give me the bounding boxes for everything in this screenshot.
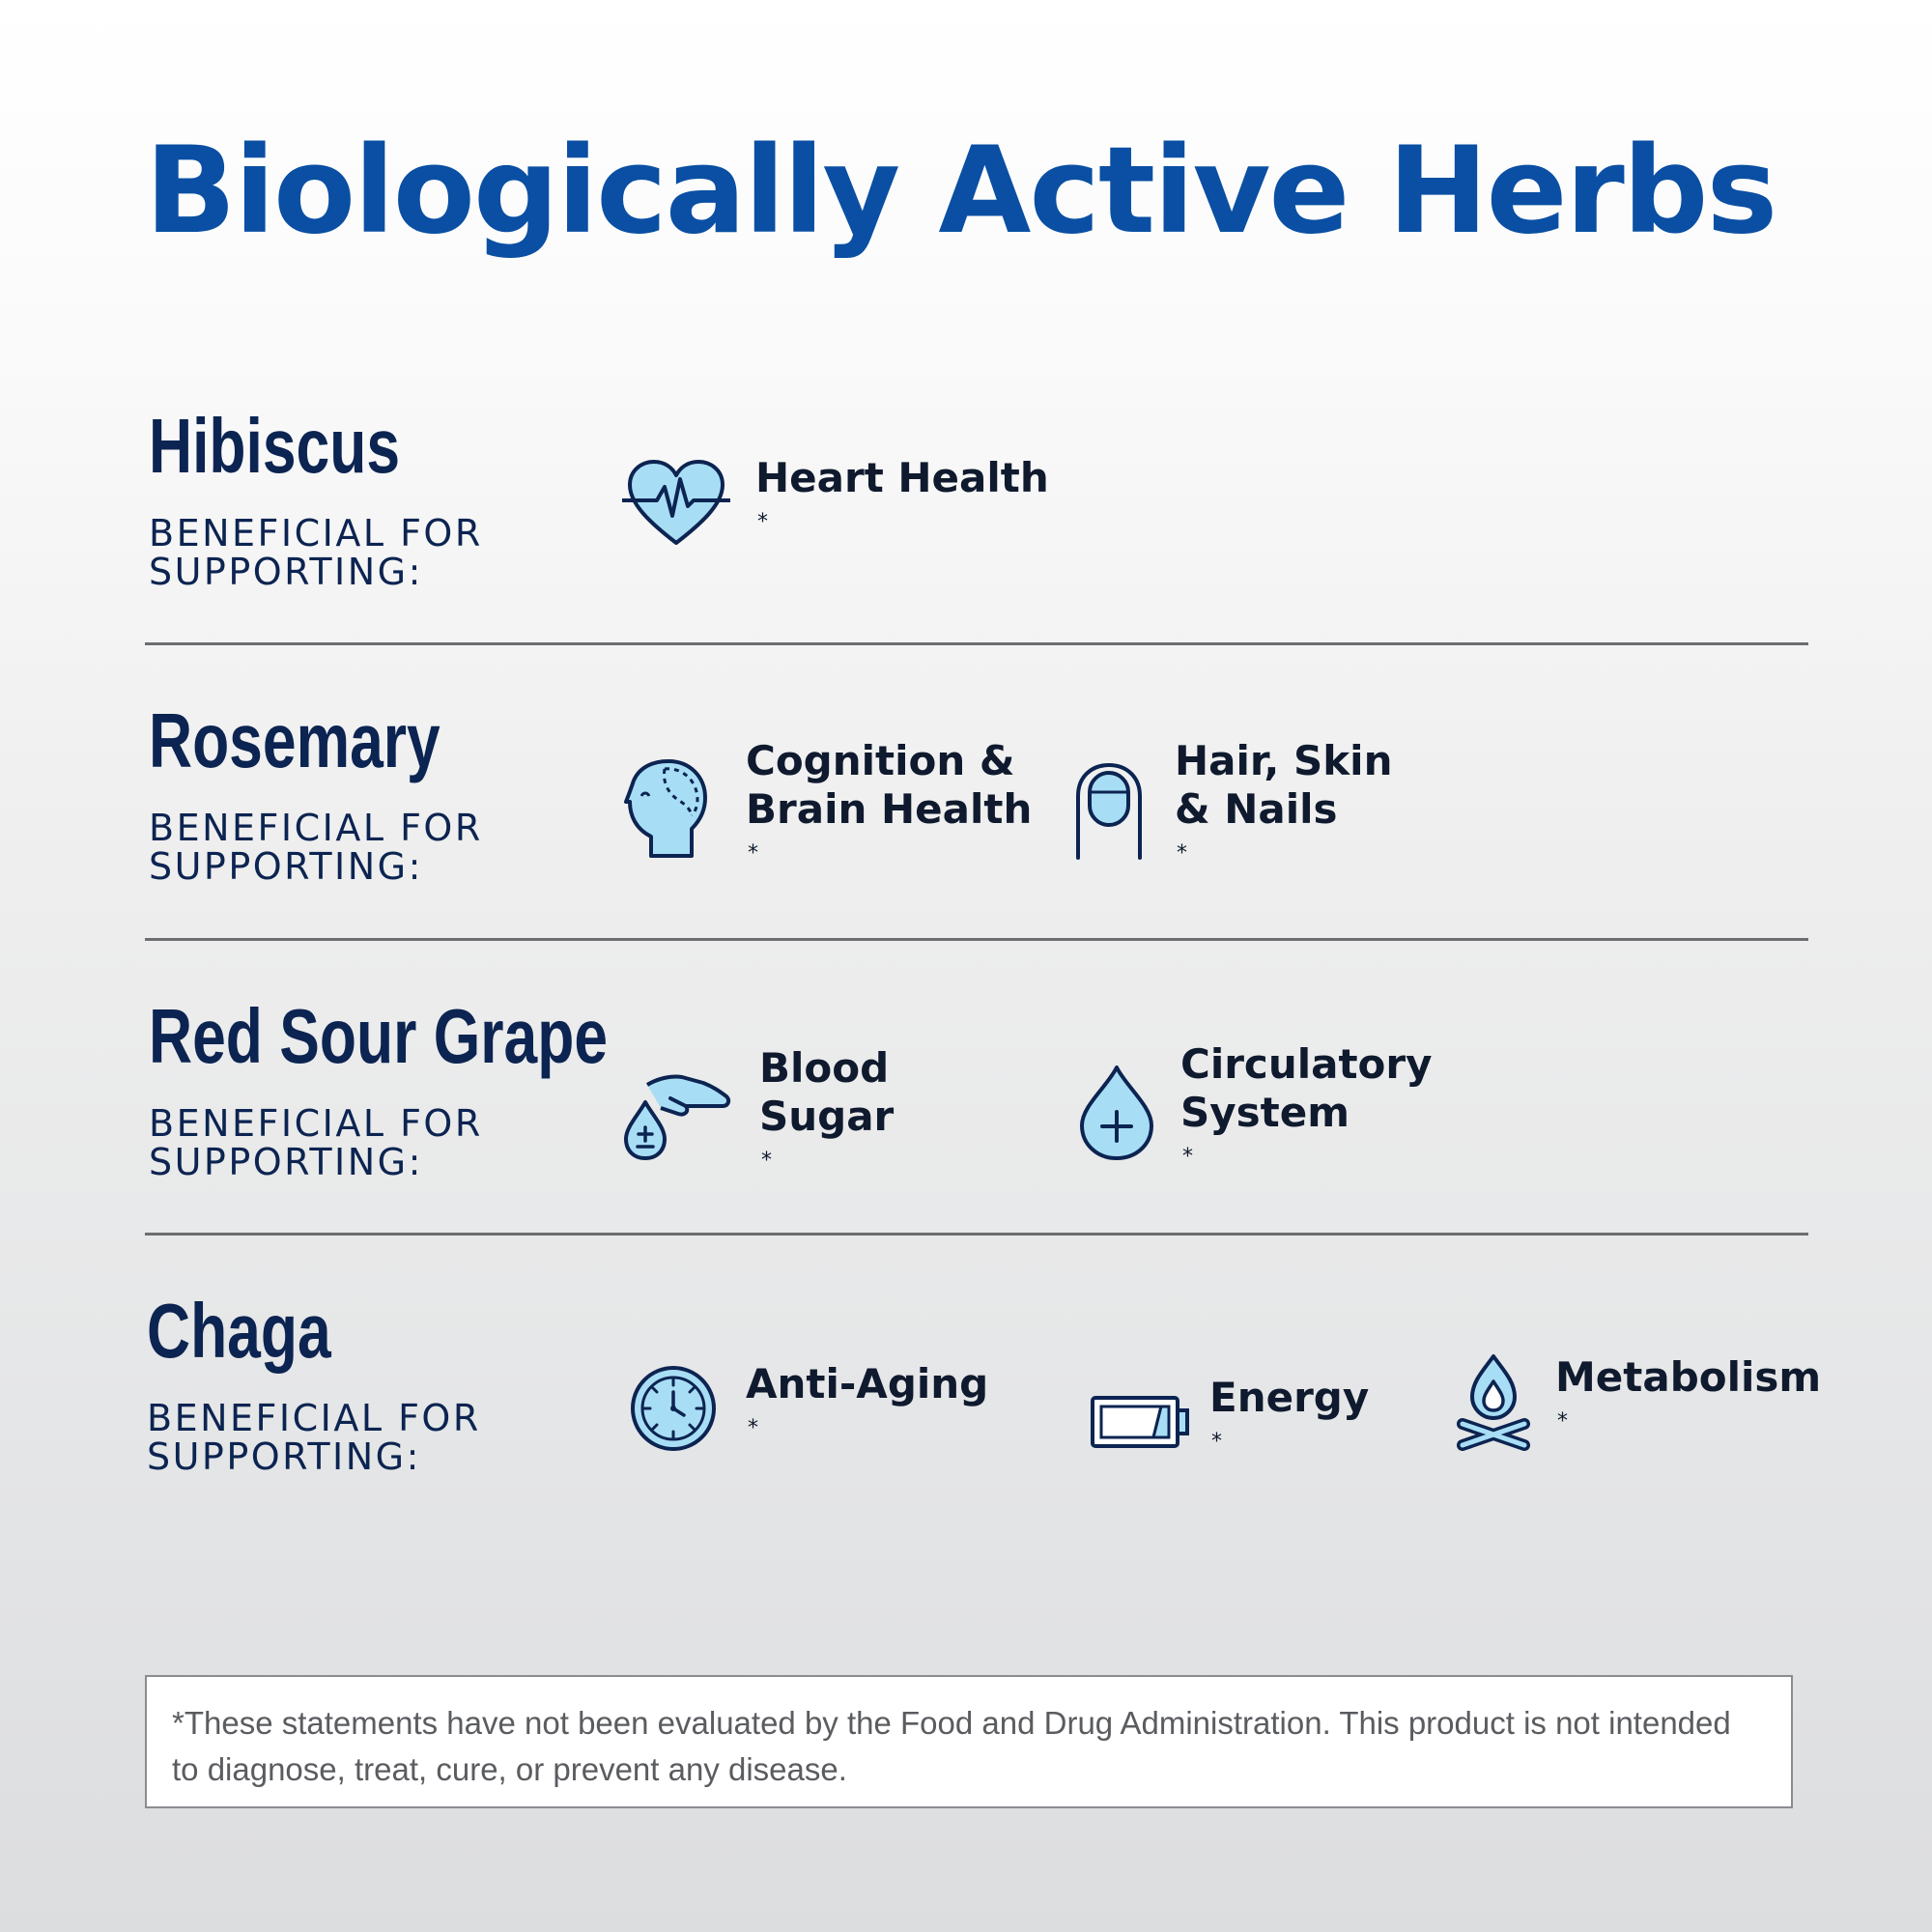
benefit-label: Cognition & Brain Health * xyxy=(746,737,1033,866)
benefit-label: Hair, Skin & Nails * xyxy=(1175,737,1393,866)
herb-subtitle: BENEFICIAL FOR SUPPORTING: xyxy=(149,807,483,888)
herb-subtitle: BENEFICIAL FOR SUPPORTING: xyxy=(149,512,483,593)
row-divider xyxy=(145,642,1808,645)
herb-row-red-sour-grape xyxy=(145,993,1808,1208)
heart-pulse-icon xyxy=(622,458,730,547)
benefit-blood-sugar xyxy=(622,1044,894,1189)
hand-blood-drop-icon xyxy=(622,1073,732,1160)
benefit-cognition-brain-health xyxy=(622,737,1032,882)
benefit-hair-skin-nails xyxy=(1074,737,1392,882)
fingernail-icon xyxy=(1074,759,1144,860)
benefit-metabolism xyxy=(1455,1352,1821,1451)
herb-row-chaga xyxy=(145,1288,1822,1503)
benefit-label: Circulatory System * xyxy=(1180,1040,1433,1169)
herb-name: Chaga xyxy=(147,1288,331,1374)
herb-name: Rosemary xyxy=(149,697,440,783)
row-divider xyxy=(145,1233,1808,1236)
benefit-heart-health xyxy=(622,454,1049,551)
herb-name: Hibiscus xyxy=(149,403,401,489)
benefit-label: Blood Sugar * xyxy=(759,1044,895,1173)
herb-subtitle: BENEFICIAL FOR SUPPORTING: xyxy=(149,1102,483,1183)
drop-plus-icon xyxy=(1078,1064,1155,1162)
herb-name: Red Sour Grape xyxy=(149,993,609,1079)
herb-row-rosemary xyxy=(145,697,1808,913)
battery-icon xyxy=(1090,1395,1190,1449)
benefit-circulatory-system xyxy=(1078,1040,1433,1185)
clock-icon xyxy=(630,1365,717,1452)
page-title: Biologically Active Herbs xyxy=(145,122,1776,261)
benefit-label: Energy * xyxy=(1209,1374,1370,1454)
benefit-label: Metabolism * xyxy=(1555,1353,1822,1434)
row-divider xyxy=(145,938,1808,941)
benefit-label: Heart Health * xyxy=(755,454,1049,534)
herb-row-hibiscus xyxy=(145,403,1808,618)
herb-subtitle: BENEFICIAL FOR SUPPORTING: xyxy=(147,1397,481,1478)
disclaimer-box: *These statements have not been evaluated by the Food and Drug Administration. This product is not intended to diagnose, treat, cure, or prevent any disease. xyxy=(145,1675,1793,1808)
benefit-anti-aging xyxy=(630,1360,988,1457)
benefit-energy xyxy=(1090,1374,1369,1470)
benefit-label: Anti-Aging * xyxy=(746,1360,989,1440)
campfire-icon xyxy=(1455,1352,1532,1451)
head-brain-icon xyxy=(622,759,711,860)
